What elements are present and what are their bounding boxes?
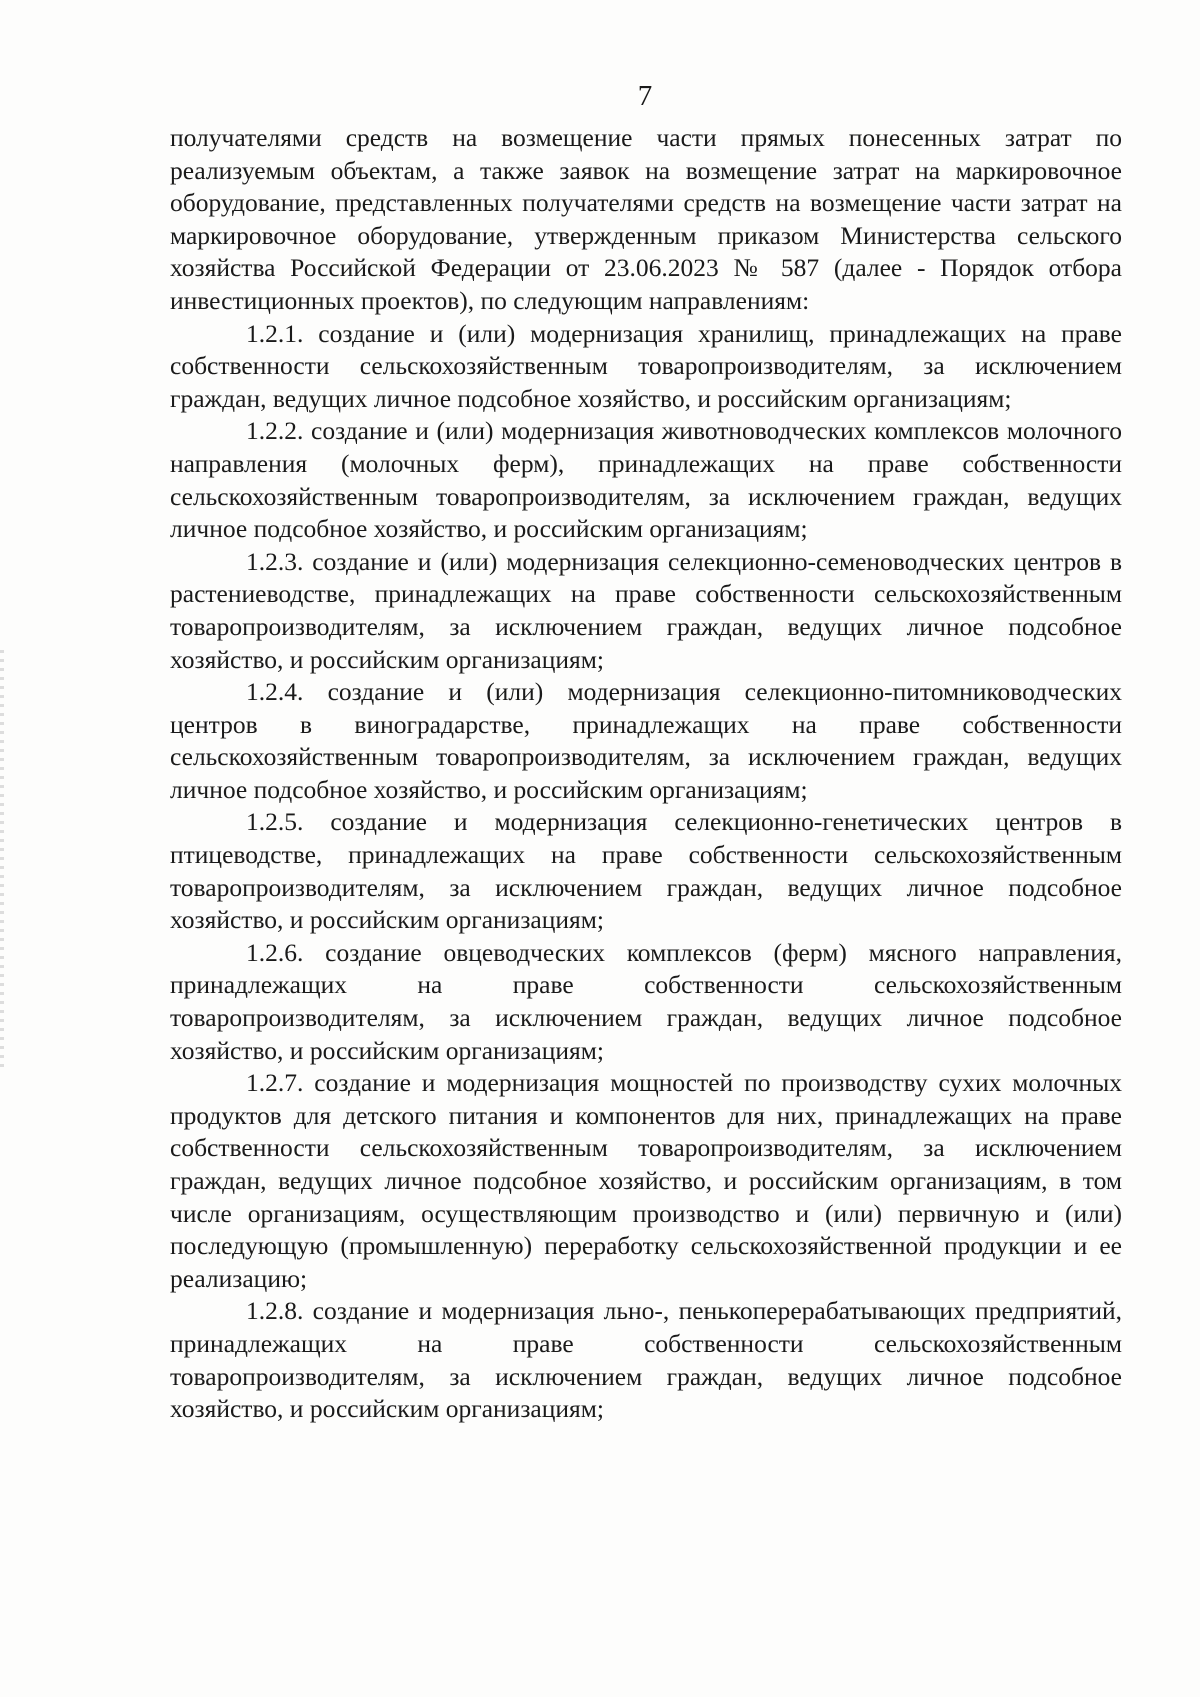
item-1-2-7: 1.2.7. создание и модернизация мощностей по производству сухих молочных продуктов для детского питания и компонентов для них, принадлежащих на праве собственности сельскохозяйственным товаропроизводителям, за исключением граждан, ведущих личное подсобное хозяйство, и российским организациям, в том числе организациям, осуществляющим производство и (или) первичную и (или) последующую (промышленную) переработку сельскохозяйственной продукции и ее реализацию; xyxy=(170,1068,1122,1293)
scan-edge-mark xyxy=(0,650,4,1070)
page-number: 7 xyxy=(637,80,653,112)
item-1-2-6: 1.2.6. создание овцеводческих комплексов (ферм) мясного направления, принадлежащих на праве собственности сельскохозяйственным товаропроизводителям, за исключением граждан, ведущих личное подсобное хозяйство, и российским организациям; xyxy=(170,937,1122,1065)
item-1-2-4: 1.2.4. создание и (или) модернизация селекционно-питомниководческих центров в виноградарстве, принадлежащих на праве собственности сельскохозяйственным товаропроизводителям, за исключением граждан, ведущих личное подсобное хозяйство, и российским организациям; xyxy=(170,677,1122,804)
document-body xyxy=(170,122,1122,1426)
item-1-2-1: 1.2.1. создание и (или) модернизация хранилищ, принадлежащих на праве собственности сельскохозяйственным товаропроизводителям, за исключением граждан, ведущих личное подсобное хозяйство, и российским организациям; xyxy=(170,318,1122,413)
intro-paragraph: получателями средств на возмещение части прямых понесенных затрат по реализуемым объектам, а также заявок на возмещение затрат на маркировочное оборудование, представленных получателями средств на возмещение части затрат на маркировочное оборудование, утвержденным приказом Министерства сельского хозяйства Российской Федерации от 23.06.2023 № 587 (далее - Порядок отбора инвестиционных проектов), по следующим направлениям: xyxy=(170,123,1122,315)
item-1-2-2: 1.2.2. создание и (или) модернизация животноводческих комплексов молочного направления (молочных ферм), принадлежащих на праве собственности сельскохозяйственным товаропроизводителям, за исключением граждан, ведущих личное подсобное хозяйство, и российским организациям; xyxy=(170,416,1122,544)
item-1-2-3: 1.2.3. создание и (или) модернизация селекционно-семеноводческих центров в растениеводстве, принадлежащих на праве собственности сельскохозяйственным товаропроизводителям, за исключением граждан, ведущих личное подсобное хозяйство, и российским организациям; xyxy=(170,546,1122,674)
item-1-2-5: 1.2.5. создание и модернизация селекционно-генетических центров в птицеводстве, принадлежащих на праве собственности сельскохозяйственным товаропроизводителям, за исключением граждан, ведущих личное подсобное хозяйство, и российским организациям; xyxy=(170,807,1122,935)
item-1-2-8: 1.2.8. создание и модернизация льно-, пенькоперерабатывающих предприятий, принадлежащих на праве собственности сельскохозяйственным товаропроизводителям, за исключением граждан, ведущих личное подсобное хозяйство, и российским организациям; xyxy=(170,1296,1122,1424)
